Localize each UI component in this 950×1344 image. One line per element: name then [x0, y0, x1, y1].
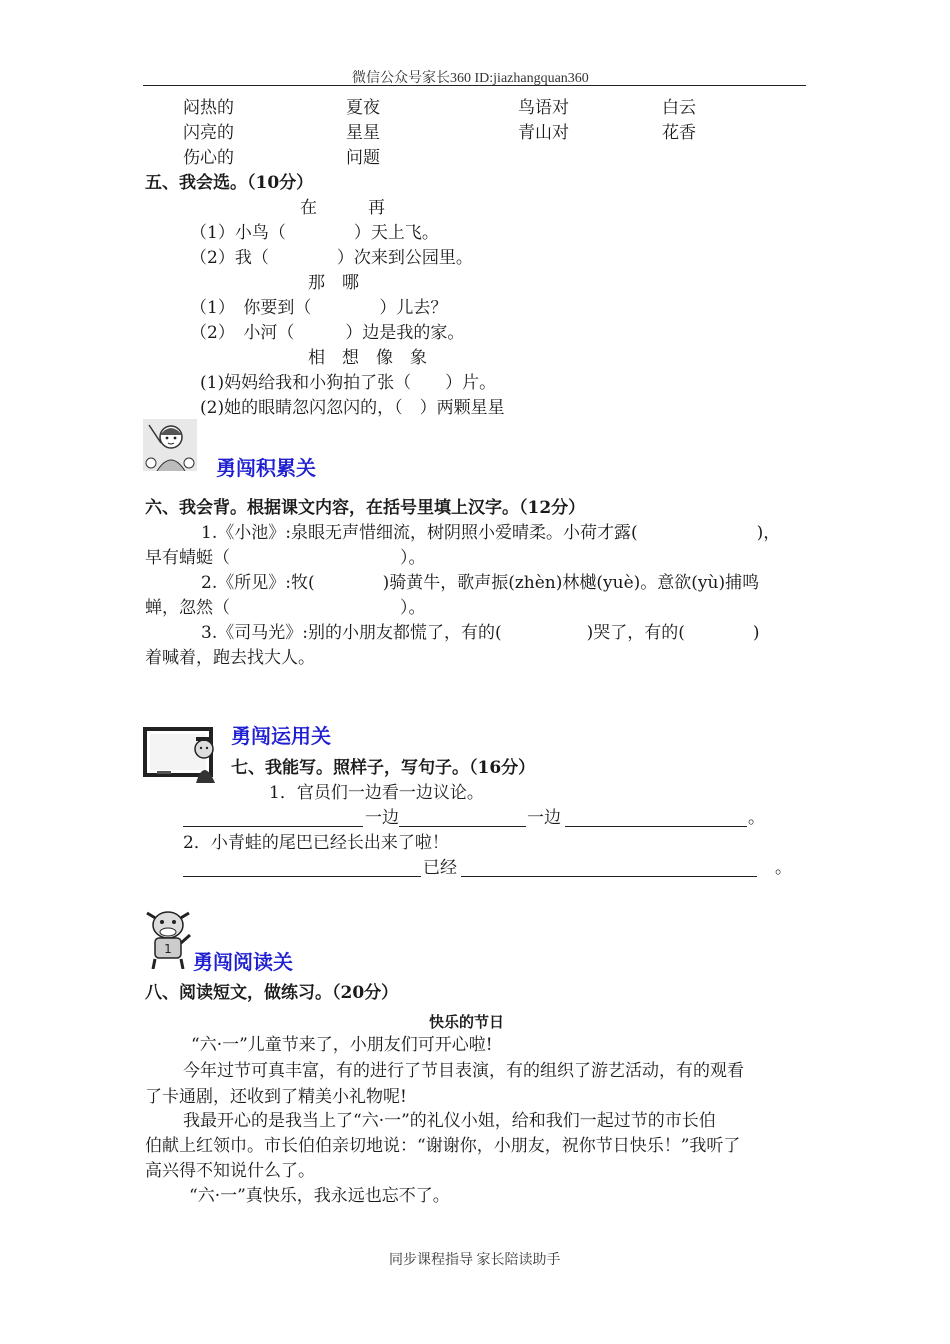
recite-2-line-2: 蝉，忽然（ ）。 — [145, 598, 426, 618]
passage-title: 快乐的节日 — [429, 1013, 505, 1031]
banner-apply-title: 勇闯运用关 — [231, 724, 331, 748]
example-1-end: 。 — [748, 808, 765, 828]
svg-text:1: 1 — [164, 942, 172, 956]
example-1: 1．官员们一边看一边议论。 — [269, 783, 484, 803]
answer-line-1a — [183, 826, 363, 827]
recite-2-line-1: 2.《所见》:牧( )骑黄牛，歌声振(zhèn)林樾(yuè)。意欲(yù)捕鸣 — [201, 573, 760, 593]
example-2-end: 。 — [775, 858, 792, 878]
word-col-4-item-2: 花香 — [662, 123, 696, 143]
question-5-3-2: (2)她的眼睛忽闪忽闪的，（ ）两颗星星 — [200, 398, 505, 418]
word-col-2-item-1: 夏夜 — [346, 98, 380, 118]
section-6-title: 六、我会背。根据课文内容，在括号里填上汉字。（12分） — [145, 498, 586, 518]
passage-p3-line-3: 高兴得不知说什么了。 — [145, 1161, 315, 1181]
choice-group-1: 在 再 — [300, 198, 385, 218]
answer-line-2b — [461, 876, 757, 877]
passage-p2-line-1: 今年过节可真丰富，有的进行了节目表演，有的组织了游艺活动，有的观看 — [183, 1061, 744, 1081]
passage-p4: “六·一”真快乐，我永远也忘不了。 — [189, 1186, 450, 1206]
question-5-1-1: （1）小鸟（ ）天上飞。 — [190, 223, 439, 243]
choice-group-2: 那 哪 — [308, 273, 359, 293]
section-5-title: 五、我会选。（10分） — [145, 173, 314, 193]
cow-mascot-icon — [143, 903, 193, 969]
page-footer: 同步课程指导 家长陪读助手 — [389, 1253, 561, 1268]
word-col-3-item-2: 青山对 — [518, 123, 569, 143]
passage-p3-line-2: 伯献上红领巾。市长伯伯亲切地说：“谢谢你，小朋友，祝你节日快乐！”我听了 — [145, 1136, 741, 1156]
recite-3-line-1: 3.《司马光》:别的小朋友都慌了，有的( )哭了，有的( ) — [201, 623, 760, 643]
answer-line-1b — [399, 826, 526, 827]
word-col-1-item-2: 闪亮的 — [183, 123, 234, 143]
word-col-3-item-1: 鸟语对 — [518, 98, 569, 118]
passage-p2-line-2: 了卡通剧，还收到了精美小礼物呢! — [145, 1087, 407, 1107]
word-col-2-item-3: 问题 — [346, 148, 380, 168]
example-1-word-2: 一边 — [527, 808, 561, 828]
section-8-title: 八、阅读短文，做练习。（20分） — [145, 983, 399, 1003]
section-7-title: 七、我能写。照样子，写句子。（16分） — [231, 758, 536, 778]
passage-p3-line-1: 我最开心的是我当上了“六·一”的礼仪小姐，给和我们一起过节的市长伯 — [183, 1111, 716, 1131]
word-col-4-item-1: 白云 — [662, 98, 696, 118]
header-divider — [143, 85, 806, 86]
word-col-1-item-3: 伤心的 — [183, 148, 234, 168]
question-5-3-1: (1)妈妈给我和小狗拍了张（ ）片。 — [200, 373, 497, 393]
banner-accumulate-title: 勇闯积累关 — [216, 456, 316, 480]
page-header: 微信公众号家长360 ID:jiazhangquan360 — [352, 71, 589, 86]
blackboard-icon — [143, 727, 225, 783]
word-col-2-item-2: 星星 — [346, 123, 380, 143]
choice-group-3: 相 想 像 象 — [308, 348, 427, 368]
answer-line-1c — [565, 826, 747, 827]
passage-p1: “六·一”儿童节来了，小朋友们可开心啦! — [191, 1035, 493, 1055]
question-5-2-1: （1） 你要到（ ）儿去？ — [190, 298, 448, 318]
recite-1-line-1: 1.《小池》:泉眼无声惜细流，树阴照小爱晴柔。小荷才露( )， — [201, 523, 781, 543]
example-1-word-1: 一边 — [365, 808, 399, 828]
boy-with-pointer-icon — [143, 419, 197, 471]
question-5-1-2: （2）我（ ）次来到公园里。 — [190, 248, 473, 268]
recite-1-line-2: 早有蜻蜓（ ）。 — [145, 548, 426, 568]
example-2-word-1: 已经 — [423, 858, 457, 878]
question-5-2-2: （2） 小河（ ）边是我的家。 — [190, 323, 465, 343]
word-col-1-item-1: 闷热的 — [183, 98, 234, 118]
recite-3-line-2: 着喊着，跑去找大人。 — [145, 648, 315, 668]
example-2: 2．小青蛙的尾巴已经长出来了啦！ — [183, 833, 449, 853]
banner-read-title: 勇闯阅读关 — [193, 950, 293, 974]
answer-line-2a — [183, 876, 421, 877]
